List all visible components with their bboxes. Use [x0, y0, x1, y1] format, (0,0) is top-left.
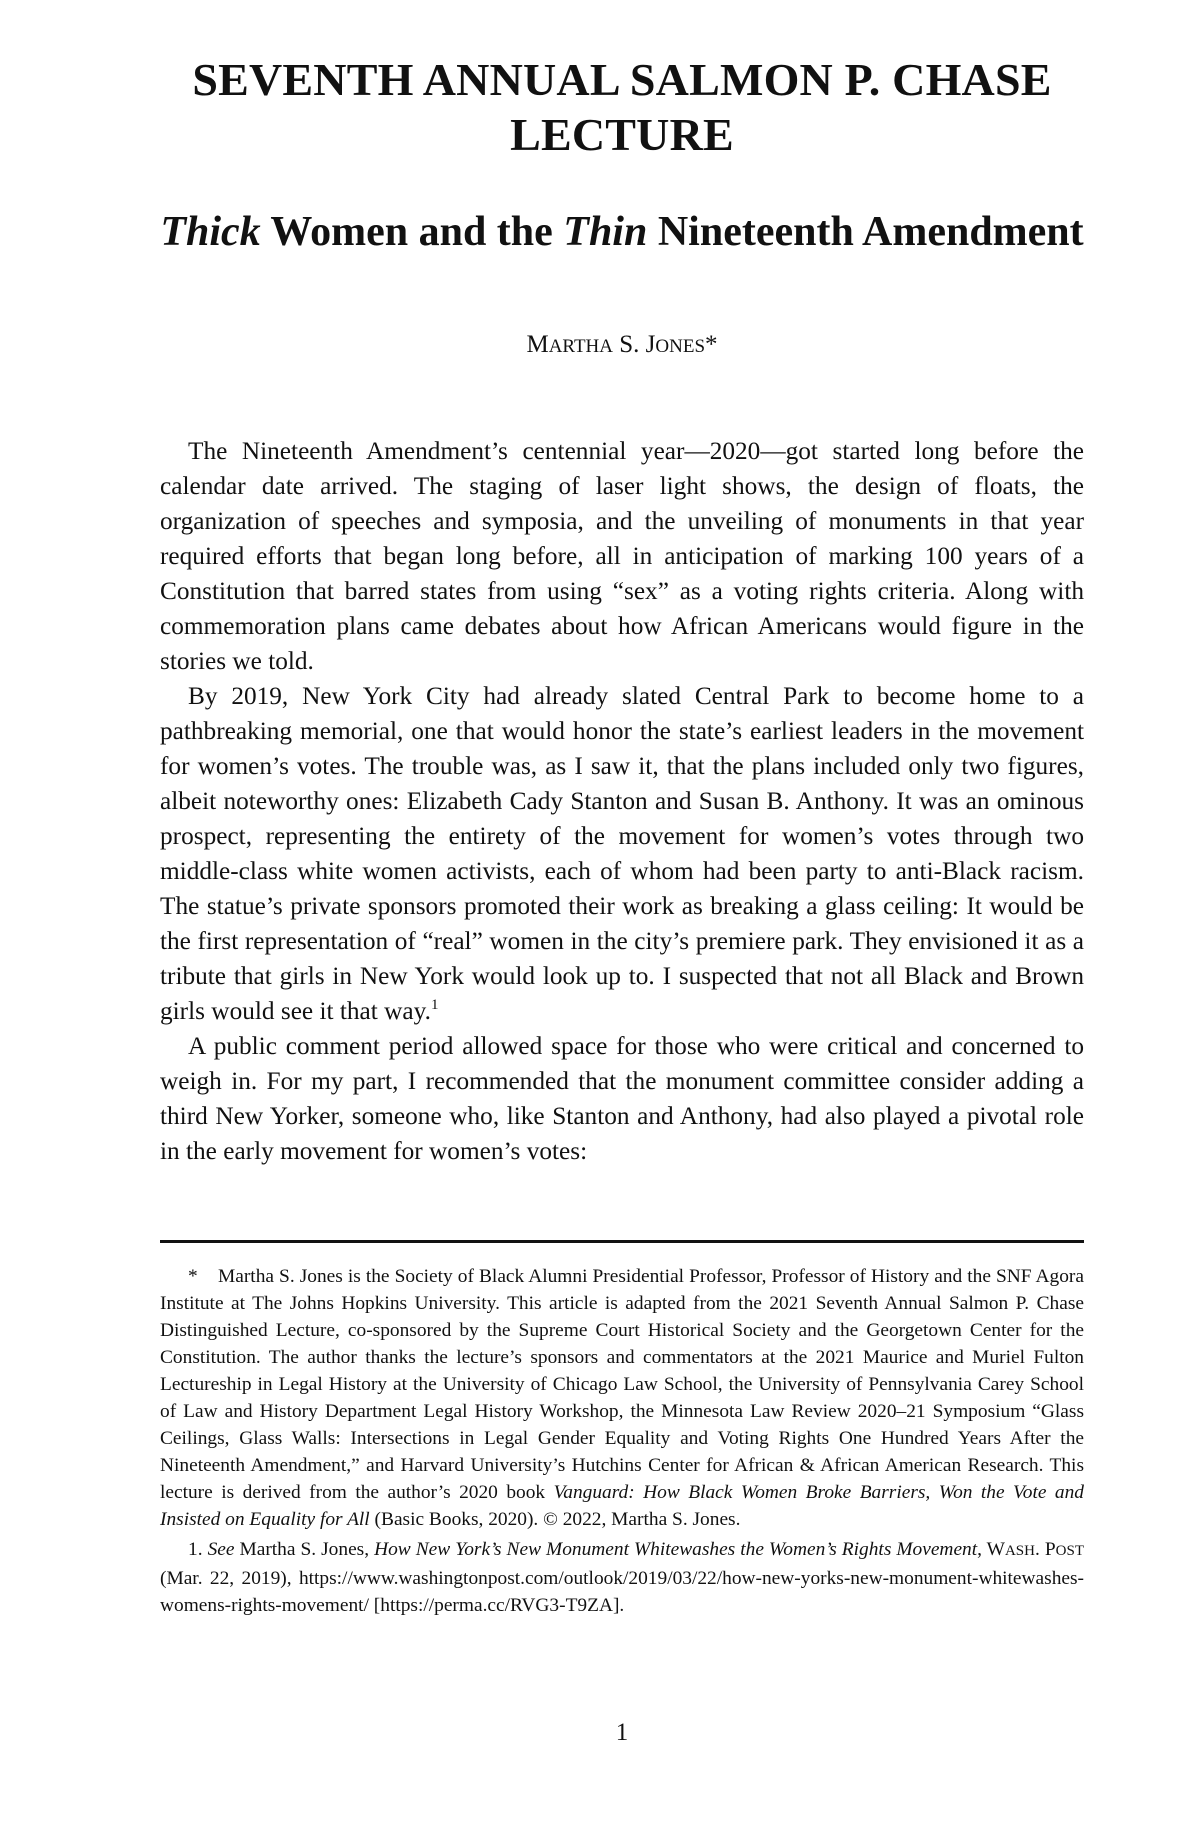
- footnote-divider: [160, 1240, 1084, 1243]
- author-first-rest: ARTHA: [548, 336, 614, 357]
- footnote-1-wash-initial: W: [986, 1539, 1005, 1560]
- footnote-1-wash-rest: ASH: [1004, 1543, 1035, 1559]
- footnote-star-book: Vanguard: How Black Women Broke Barriers, Won the Vote and Insisted on Equality for All: [160, 1482, 1084, 1530]
- author-footnote-mark: *: [705, 331, 718, 358]
- footnote-1-post-initial: P: [1044, 1539, 1056, 1560]
- footnote-1-post-rest: OST: [1055, 1543, 1084, 1559]
- article-body: [160, 434, 1084, 1169]
- article-subtitle: [160, 207, 1084, 257]
- footnote-1-dot: .: [1034, 1539, 1045, 1560]
- author-first-initial: M: [526, 331, 549, 358]
- author-last-rest: ONES: [655, 336, 706, 357]
- footnote-star-mark: *: [188, 1266, 198, 1287]
- author-last-initial: J: [645, 331, 656, 358]
- footnote-1: [160, 1536, 1084, 1619]
- title-line-1: SEVENTH ANNUAL SALMON P. CHASE: [192, 54, 1052, 105]
- body-paragraph-3: A public comment period allowed space for those who were critical and concerned to weigh in. For my part, I recommended that the monument committee consider adding a third New Yorker, someone who, like Stanton and Anthony, had also played a pivotal role in the early movement for women’s votes:: [160, 1032, 1084, 1165]
- page-number: 1: [615, 1719, 629, 1746]
- lecture-title: [160, 52, 1084, 162]
- footnote-1-end: (Mar. 22, 2019), https://www.washingtonpost.com/outlook/2019/03/22/how-new-yorks-new-monument-whitewashes-womens-rights-movement/ [https://perma.cc/RVG3-T9ZA].: [160, 1568, 1084, 1616]
- footnote-1-article-title: How New York’s New Monument Whitewashes the Women’s Rights Movement: [374, 1539, 978, 1560]
- footnote-1-number: 1.: [188, 1539, 203, 1560]
- title-line-2: LECTURE: [510, 109, 734, 160]
- subtitle-italic-thin: Thin: [563, 209, 648, 255]
- footnote-1-author: Martha S. Jones,: [234, 1539, 375, 1560]
- footnote-1-comma: ,: [977, 1539, 987, 1560]
- footnote-star-text: Martha S. Jones is the Society of Black Alumni Presidential Professor, Professor of History and the SNF Agora Institute at The Johns Hopkins University. This article is adapted from the 2021 Seventh Annual Salmon P. Chase Distinguished Lecture, co-sponsored by the Supreme Court Historical Society and the Georgetown Center for the Constitution. The author thanks the lecture’s sponsors and commentators at the 2021 Maurice and Muriel Fulton Lectureship in Legal History at the University of Chicago Law School, the University of Pennsylvania Carey School of Law and History Department Legal History Workshop, the Minnesota Law Review 2020–21 Symposium “Glass Ceilings, Glass Walls: Intersections in Legal Gender Equality and Voting Rights One Hundred Years After the Nineteenth Amendment,” and Harvard University’s Hutchins Center for African & African American Research. This lecture is derived from the author’s 2020 book: [160, 1266, 1084, 1503]
- body-paragraph-2-text: By 2019, New York City had already slated Central Park to become home to a pathbreaking memorial, one that would honor the state’s earliest leaders in the movement for women’s votes. The trouble was, as I saw it, that the plans included only two figures, albeit noteworthy ones: Elizabeth Cady Stanton and Susan B. Anthony. It was an ominous prospect, representing the entirety of the movement for women’s votes through two middle-class white women activists, each of whom had been party to anti-Black racism. The statue’s private sponsors promoted their work as breaking a glass ceiling: It would be the first representation of “real” women in the city’s premiere park. They envisioned it as a tribute that girls in New York would look up to. I suspected that not all Black and Brown girls would see it that way.: [160, 682, 1084, 1025]
- body-paragraph-1: The Nineteenth Amendment’s centennial year—2020—got started long before the calendar date arrived. The staging of laser light shows, the design of floats, the organization of speeches and symposia, and the unveiling of monuments in that year required efforts that began long before, all in anticipation of marking 100 years of a Constitution that barred states from using “sex” as a voting rights criteria. Along with commemoration plans came debates about how African Americans would figure in the stories we told.: [160, 437, 1084, 675]
- author-byline: [160, 330, 1084, 362]
- footnote-star-end: (Basic Books, 2020). © 2022, Martha S. Jones.: [369, 1509, 741, 1530]
- footnote-star: [160, 1263, 1084, 1533]
- author-middle: S.: [613, 331, 646, 358]
- footnote-1-see: See: [207, 1539, 235, 1560]
- footnotes: [160, 1263, 1084, 1619]
- subtitle-italic-thick: Thick: [160, 209, 261, 255]
- subtitle-mid: Women and the: [260, 209, 564, 255]
- subtitle-end: Nineteenth Amendment: [647, 209, 1084, 255]
- footnote-ref-1[interactable]: 1: [430, 997, 439, 1013]
- body-paragraph-2: [160, 679, 1084, 1029]
